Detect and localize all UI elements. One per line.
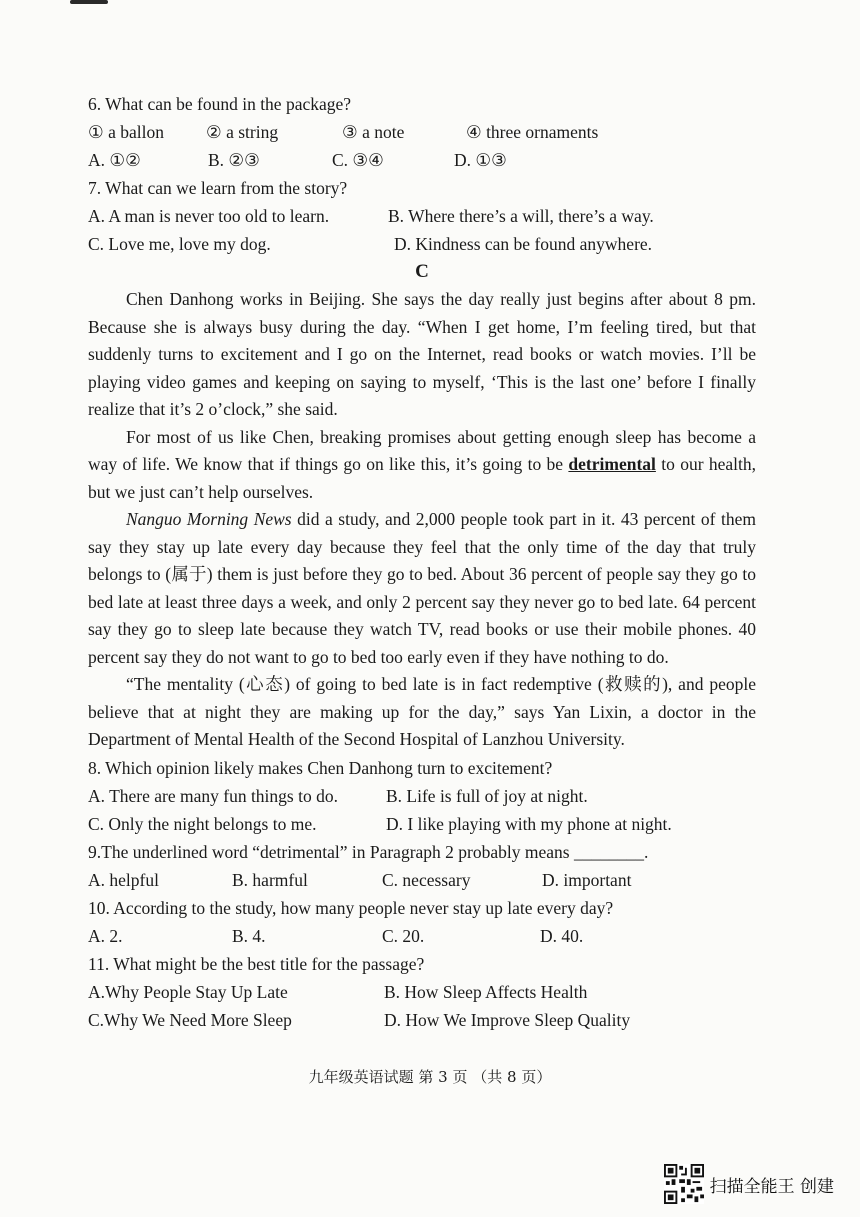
q9-options xyxy=(88,866,756,894)
p2-text-before: For most of us like Chen, breaking promises about getting enough sleep has become a way of life. We know that if things go on like this, it’s going to be xyxy=(88,426,756,474)
q7-option-d: D. Kindness can be found anywhere. xyxy=(394,234,653,254)
p2-text-after: to our health, but we just can’t help ourselves. xyxy=(88,454,756,502)
scanner-watermark xyxy=(664,1164,834,1204)
q8-option-b: B. Life is full of joy at night. xyxy=(386,785,588,806)
q6-item-1: ① a ballon xyxy=(88,122,164,142)
q11-option-b: B. How Sleep Affects Health xyxy=(384,981,588,1002)
q6-option-d: D. ①③ xyxy=(454,150,507,170)
q10-options xyxy=(88,922,756,950)
q6-items xyxy=(88,118,756,146)
passage-paragraph-2 xyxy=(88,424,756,507)
p2-highlight-word: detrimental xyxy=(568,454,656,474)
q8-options-row1 xyxy=(88,782,756,810)
q7-option-a: A. A man is never too old to learn. xyxy=(88,206,330,226)
q8-option-a: A. There are many fun things to do. xyxy=(88,785,338,806)
passage-paragraph-3 xyxy=(88,506,756,671)
section-title: C xyxy=(415,261,429,282)
q11-options-row2 xyxy=(88,1006,756,1034)
q8-option-c: C. Only the night belongs to me. xyxy=(88,813,317,834)
q10-stem: 10. According to the study, how many people never stay up late every day? xyxy=(88,897,614,918)
q7-stem: 7. What can we learn from the story? xyxy=(88,178,348,198)
q9-option-a: A. helpful xyxy=(88,869,159,890)
q9-option-c: C. necessary xyxy=(382,869,471,890)
p3-source-name: Nanguo Morning News xyxy=(126,509,292,529)
q10-option-c: C. 20. xyxy=(382,925,425,946)
q11-stem: 11. What might be the best title for the passage? xyxy=(88,953,425,974)
q9-stem: 9.The underlined word “detrimental” in Paragraph 2 probably means ________. xyxy=(88,841,649,862)
q6-option-b: B. ②③ xyxy=(208,150,260,170)
watermark-text: 扫描全能王 创建 xyxy=(709,1176,834,1197)
q8-stem: 8. Which opinion likely makes Chen Danhong turn to excitement? xyxy=(88,757,553,778)
q11-option-a: A.Why People Stay Up Late xyxy=(88,981,288,1002)
passage-paragraph-1: Chen Danhong works in Beijing. She says the day really just begins after about 8 pm. Because she is always busy during the day. “When I get home, I’m feeling tired, but that suddenly turns to excitement and I go on the Internet, read books or watch movies. I’ll be playing video games and keeping on saying to myself, ‘This is the last one’ before I finally realize that it’s 2 o’clock,” she said. xyxy=(88,289,756,419)
q8-option-d: D. I like playing with my phone at night. xyxy=(386,813,672,834)
exam-page xyxy=(88,90,756,1034)
q6-item-2: ② a string xyxy=(206,122,279,142)
scan-edge-mark xyxy=(70,0,108,4)
q6-item-4: ④ three ornaments xyxy=(466,122,599,142)
q6-option-c: C. ③④ xyxy=(332,150,384,170)
q11-options-row1 xyxy=(88,978,756,1006)
passage-paragraph-4: “The mentality (心态) of going to bed late is in fact redemptive (救赎的), and people believe that at night they are making up for the day,” says Yan Lixin, a doctor in the Department of Mental Health of the Second Hospital of Lanzhou University. xyxy=(88,674,756,749)
q11-option-c: C.Why We Need More Sleep xyxy=(88,1009,292,1030)
q10-option-a: A. 2. xyxy=(88,925,123,946)
p3-text: did a study, and 2,000 people took part in it. 43 percent of them say they stay up late every day because they feel that the only time of the day that truly belongs to (属于) them is just before they go to bed. About 36 percent of people say they go to bed late at least three days a week, and only 2 percent say they never go to bed late. 64 percent say they go to sleep late because they watch TV, read books or use their mobile phones. 40 percent say they do not want to go to bed too early even if they have nothing to do. xyxy=(88,509,756,667)
q6-stem: 6. What can be found in the package? xyxy=(88,94,352,114)
qr-code-icon xyxy=(664,1164,704,1204)
q7-options-row2 xyxy=(88,230,756,258)
q10-option-b: B. 4. xyxy=(232,925,266,946)
page-footer: 九年级英语试题 第 3 页 （共 8 页） xyxy=(308,1068,552,1086)
q8-options-row2 xyxy=(88,810,756,838)
q7-option-c: C. Love me, love my dog. xyxy=(88,234,271,254)
q7-option-b: B. Where there’s a will, there’s a way. xyxy=(388,206,654,226)
q9-option-d: D. important xyxy=(542,869,632,890)
q9-option-b: B. harmful xyxy=(232,869,308,890)
q11-option-d: D. How We Improve Sleep Quality xyxy=(384,1009,631,1030)
q10-option-d: D. 40. xyxy=(540,925,584,946)
q6-item-3: ③ a note xyxy=(342,122,405,142)
q6-options xyxy=(88,146,756,174)
q6-option-a: A. ①② xyxy=(88,150,141,170)
q7-options-row1 xyxy=(88,202,756,230)
